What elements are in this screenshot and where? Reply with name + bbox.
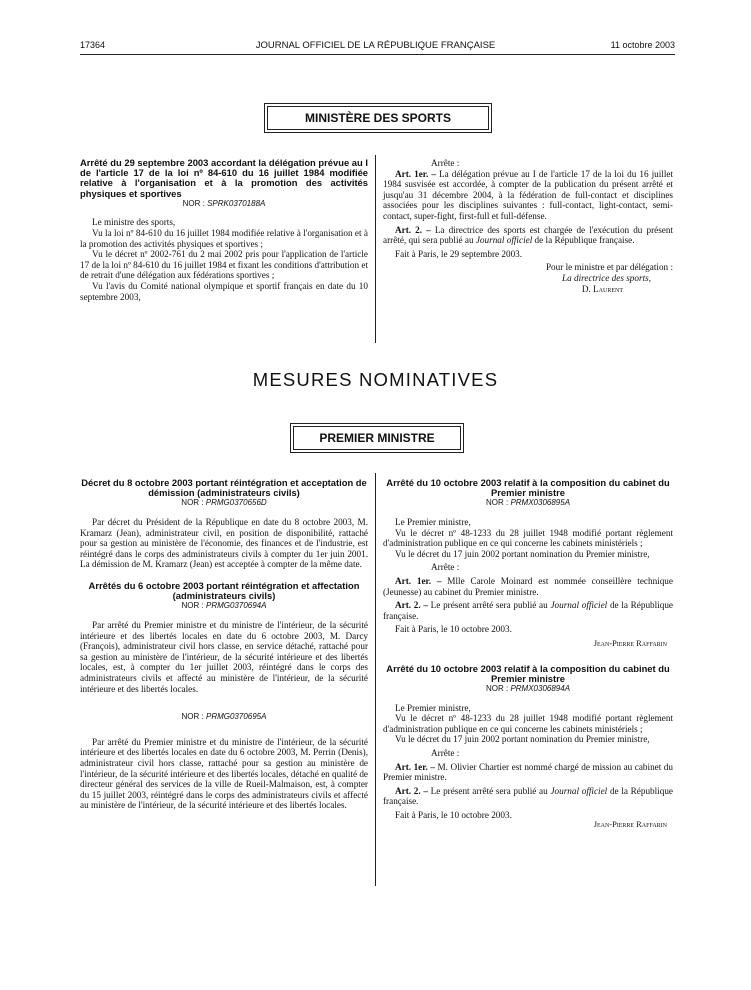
nor-reference: NOR : PRMX0306895A — [485, 498, 571, 508]
paragraph: Vu le décret nº 48-1233 du 28 juillet 1948 modifié portant règlement d'administration publique en ce qui concerne les cabinets ministériels ; — [383, 713, 673, 734]
nor-reference: NOR : PRMX0306894A — [485, 683, 571, 693]
fait-a-paris: Fait à Paris, le 10 octobre 2003. — [395, 624, 512, 635]
paragraph: Vu le décret nº 2002-761 du 2 mai 2002 pris pour l'application de l'article 17 de la loi nº 84-610 du 16 juillet 1984 et fixant les conditions d'attribution et de retrait d'une délégation aux fédérations sportives ; — [80, 249, 368, 281]
paragraph: Le Premier ministre, — [395, 702, 471, 713]
arrete-label: Arrête : — [431, 158, 460, 168]
ministry-heading: MINISTÈRE DES SPORTS — [267, 106, 489, 130]
header-rule — [80, 54, 675, 55]
signature: Jean-Pierre Raffarin — [593, 820, 667, 830]
decree-title: Arrêté du 10 octobre 2003 relatif à la composition du cabinet du Premier ministre — [386, 477, 670, 499]
fait-a-paris: Fait à Paris, le 10 octobre 2003. — [395, 809, 512, 820]
paragraph: Vu le décret du 17 juin 2002 portant nomination du Premier ministre, — [395, 548, 650, 559]
paragraph: Vu le décret du 17 juin 2002 portant nomination du Premier ministre, — [395, 734, 650, 745]
issue-date: 11 octobre 2003 — [610, 40, 675, 50]
signature: Jean-Pierre Raffarin — [593, 638, 667, 648]
nor-reference: NOR : PRMG0370694A — [181, 601, 267, 611]
paragraph: Le Premier ministre, — [395, 517, 471, 527]
delegation-line: Pour le ministre et par délégation : — [545, 262, 673, 273]
paragraph: Par décret du Président de la République en date du 8 octobre 2003, M. Kramarz (Jean), administrateur civil, en position de disponibilité, rattaché pour sa gestion au ministère de l'économie, des finances et de l'industrie, est réintégré dans le corps des administrateurs civils à compter du 1er juin 2001. La démission de M. Kramarz (Jean) est acceptée à compter de la même date. — [80, 517, 368, 570]
column-separator — [375, 473, 376, 886]
column-separator — [375, 155, 376, 343]
premier-left-column — [80, 478, 368, 811]
arrete-label: Arrête : — [431, 747, 460, 758]
decree-title: Arrêté du 29 septembre 2003 accordant la délégation prévue au I de l'article 17 de la loi nº 84-610 du 16 juillet 1984 modifiée relative à l'organisation et à la promotion des activités physiques et sportives — [80, 157, 368, 199]
article-2: Art. 2. – Le présent arrêté sera publié au Journal officiel de la République française. — [383, 785, 673, 807]
journal-title: JOURNAL OFFICIEL DE LA RÉPUBLIQUE FRANÇAISE — [255, 40, 496, 51]
page-number: 17364 — [80, 40, 106, 50]
nor-reference: NOR : SPRK0370188A — [182, 198, 266, 208]
decree-title: Décret du 8 octobre 2003 portant réintégration et acceptation de démission (administrateurs civils) — [81, 477, 367, 499]
ministry-box-premier — [290, 423, 464, 453]
paragraph: Par arrêté du Premier ministre et du ministre de l'intérieur, de la sécurité intérieure et des libertés locales en date du 6 octobre 2003, M. Perrin (Denis), administrateur civil hors classe, rattaché pour sa gestion au ministère de l'intérieur, de la sécurité intérieure et des libertés locales, détaché en qualité de directeur général des services de la ville de Rueil-Malmaison, est, à compter du 15 juillet 2003, réintégré dans le corps des administrateurs civils et affecté au ministère de l'intérieur, de la sécurité intérieure et des libertés locales. — [80, 736, 369, 811]
fait-a-paris: Fait à Paris, le 29 septembre 2003. — [395, 248, 523, 259]
article-2: Art. 2. – La directrice des sports est chargée de l'exécution du présent arrêté, qui sera publié au Journal officiel de la République française. — [383, 224, 674, 246]
signature: D. Laurent — [581, 283, 623, 294]
decree-title: Arrêtés du 6 octobre 2003 portant réintégration et affectation (administrateurs civils) — [88, 579, 360, 602]
section-heading: MESURES NOMINATIVES — [252, 369, 499, 390]
arrete-label: Arrête : — [431, 562, 460, 573]
nor-reference: NOR : PRMG0370656D — [181, 498, 267, 508]
article-1: Art. 1er. – Mlle Carole Moinard est nommée conseillère technique (Jeunesse) au cabinet du Premier ministre. — [383, 575, 673, 597]
premier-right-column — [383, 478, 673, 831]
article-1: Art. 1er. – M. Olivier Chartier est nommé chargé de mission au cabinet du Premier ministre. — [383, 761, 673, 783]
decree-title: Arrêté du 10 octobre 2003 relatif à la composition du cabinet du Premier ministre — [386, 662, 670, 684]
paragraph: Par arrêté du Premier ministre et du ministre de l'intérieur, de la sécurité intérieure et des libertés locales en date du 6 octobre 2003, M. Darcy (François), administrateur civil hors classe, en service détaché, rattaché pour sa gestion au ministère de l'intérieur, de la sécurité intérieure et des libertés locales, est, à compter du 1er juillet 2003, réintégré dans le corps des administrateurs civils et affecté au ministère de l'intérieur, de la sécurité intérieure et des libertés locales. — [80, 619, 368, 694]
sports-right-column — [383, 158, 673, 294]
article-1: Art. 1er. – La délégation prévue au I de l'article 17 de la loi du 16 juillet 1984 susvisée est accordée, à compter de la publication du présent arrêté et jusqu'au 31 décembre 2004, à la fédération de full-contact et disciplines associées pour les disciplines suivantes : full-contact, light-contact, semi-contact, super-fight, first-full et full-défense. — [383, 168, 674, 221]
ministry-heading: PREMIER MINISTRE — [293, 426, 461, 450]
sports-left-column — [80, 158, 368, 302]
nor-reference: NOR : PRMG0370695A — [181, 712, 267, 722]
article-2: Art. 2. – Le présent arrêté sera publié au Journal officiel de la République française. — [383, 600, 673, 621]
paragraph: Vu l'avis du Comité national olympique et sportif français en date du 10 septembre 2003, — [80, 280, 368, 302]
signer-role: La directrice des sports, — [562, 272, 651, 283]
paragraph: Vu la loi nº 84-610 du 16 juillet 1984 modifiée relative à l'organisation et à la promotion des activités physiques et sportives ; — [80, 228, 368, 249]
ministry-box-sports — [264, 103, 492, 133]
paragraph: Le ministre des sports, — [92, 217, 176, 228]
paragraph: Vu le décret nº 48-1233 du 28 juillet 1948 modifié portant règlement d'administration publique en ce qui concerne les cabinets ministériels ; — [383, 527, 673, 549]
